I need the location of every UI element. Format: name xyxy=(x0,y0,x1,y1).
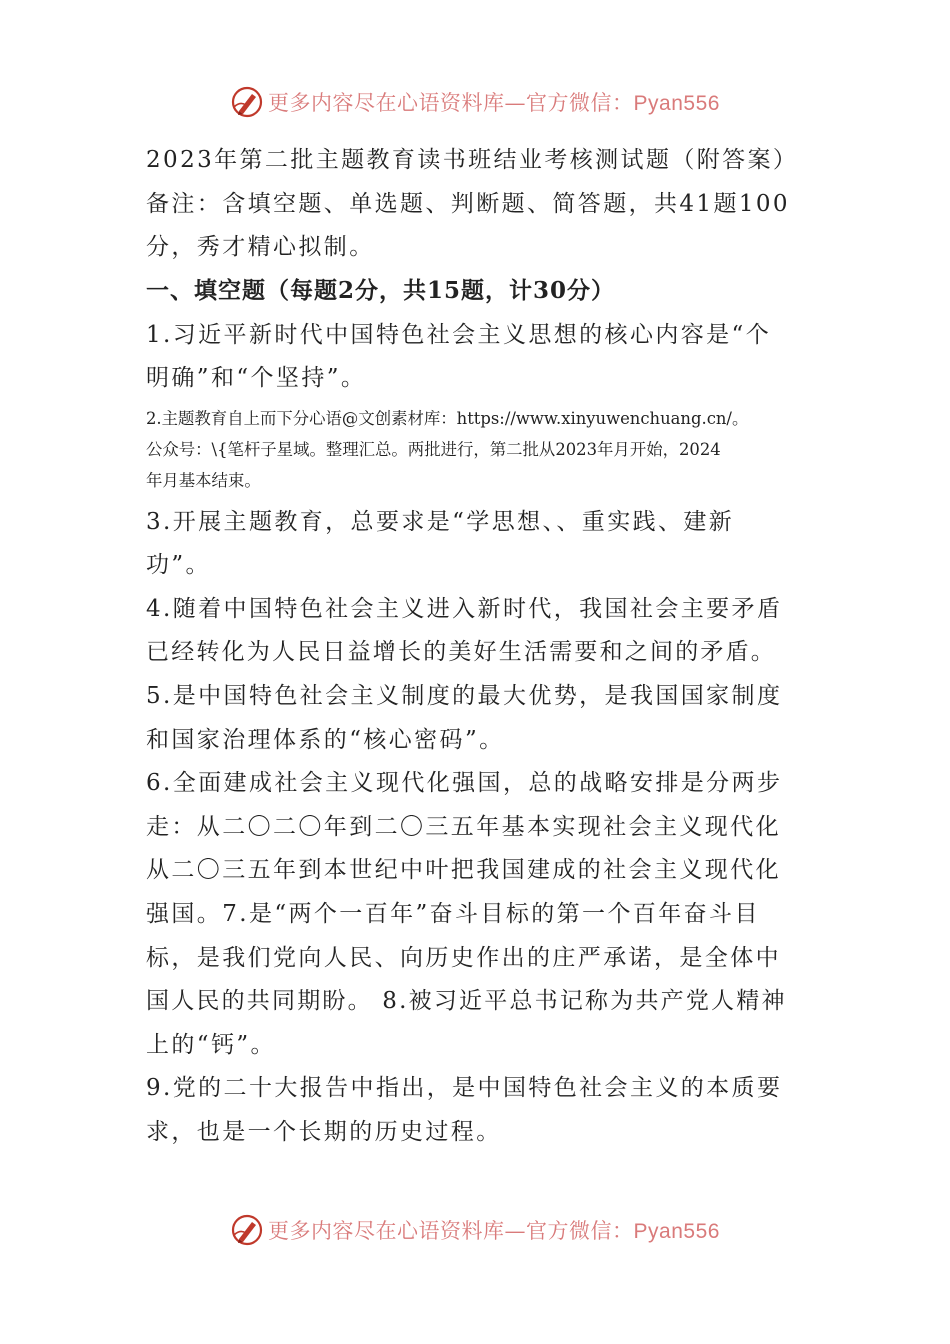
document-title: 2023年第二批主题教育读书班结业考核测试题（附答案） xyxy=(146,147,799,173)
question-line: 走：从二〇二〇年到二〇三五年基本实现社会主义现代化 xyxy=(146,814,781,840)
question-line: 4.随着中国特色社会主义进入新时代，我国社会主要矛盾 xyxy=(146,596,783,622)
question-line: 9.党的二十大报告中指出，是中国特色社会主义的本质要 xyxy=(146,1075,783,1101)
footer-banner-text: 更多内容尽在心语资料库—官方微信：Pyan556 xyxy=(268,1219,720,1243)
footer-banner xyxy=(0,1208,950,1252)
header-banner-text: 更多内容尽在心语资料库—官方微信：Pyan556 xyxy=(268,91,720,115)
question-line: 国人民的共同期盼。 8.被习近平总书记称为共产党人精神 xyxy=(146,988,787,1014)
question-line: 1.习近平新时代中国特色社会主义思想的核心内容是“个 xyxy=(146,322,772,348)
note-line: 备注：含填空题、单选题、判断题、简答题，共41题100 xyxy=(146,191,790,217)
question-line: 和国家治理体系的“核心密码”。 xyxy=(146,727,505,753)
section-heading: 一、填空题（每题2分，共15题，计30分） xyxy=(146,277,616,304)
question-line: 标，是我们党向人民、向历史作出的庄严承诺，是全体中 xyxy=(146,945,781,971)
note-line: 分，秀才精心拟制。 xyxy=(146,234,375,260)
question-line: 6.全面建成社会主义现代化强国，总的战略安排是分两步 xyxy=(146,770,783,796)
question-line-small: 年月基本结束。 xyxy=(146,471,261,490)
pen-logo-icon xyxy=(230,85,264,119)
question-line: 明确”和“个坚持”。 xyxy=(146,365,367,391)
question-line: 5.是中国特色社会主义制度的最大优势，是我国国家制度 xyxy=(146,683,783,709)
header-banner xyxy=(0,80,950,124)
question-line: 从二〇三五年到本世纪中叶把我国建成的社会主义现代化 xyxy=(146,857,781,883)
question-line: 3.开展主题教育，总要求是“学思想、、重实践、建新 xyxy=(146,509,735,535)
question-line-small: 2.主题教育自上而下分心语@文创素材库：https://www.xinyuwenchuang.cn/。 xyxy=(146,409,749,428)
pen-logo-icon xyxy=(230,1213,264,1247)
question-line: 功”。 xyxy=(146,552,211,578)
question-line-small: 公众号：\{笔杆子星域。整理汇总。两批进行，第二批从2023年月开始，2024 xyxy=(146,440,721,459)
question-line: 求，也是一个长期的历史过程。 xyxy=(146,1119,502,1145)
question-line: 已经转化为人民日益增长的美好生活需要和之间的矛盾。 xyxy=(146,639,776,665)
question-line: 强国。7.是“两个一百年”奋斗目标的第一个百年奋斗目 xyxy=(146,901,760,927)
question-line: 上的“钙”。 xyxy=(146,1032,276,1058)
